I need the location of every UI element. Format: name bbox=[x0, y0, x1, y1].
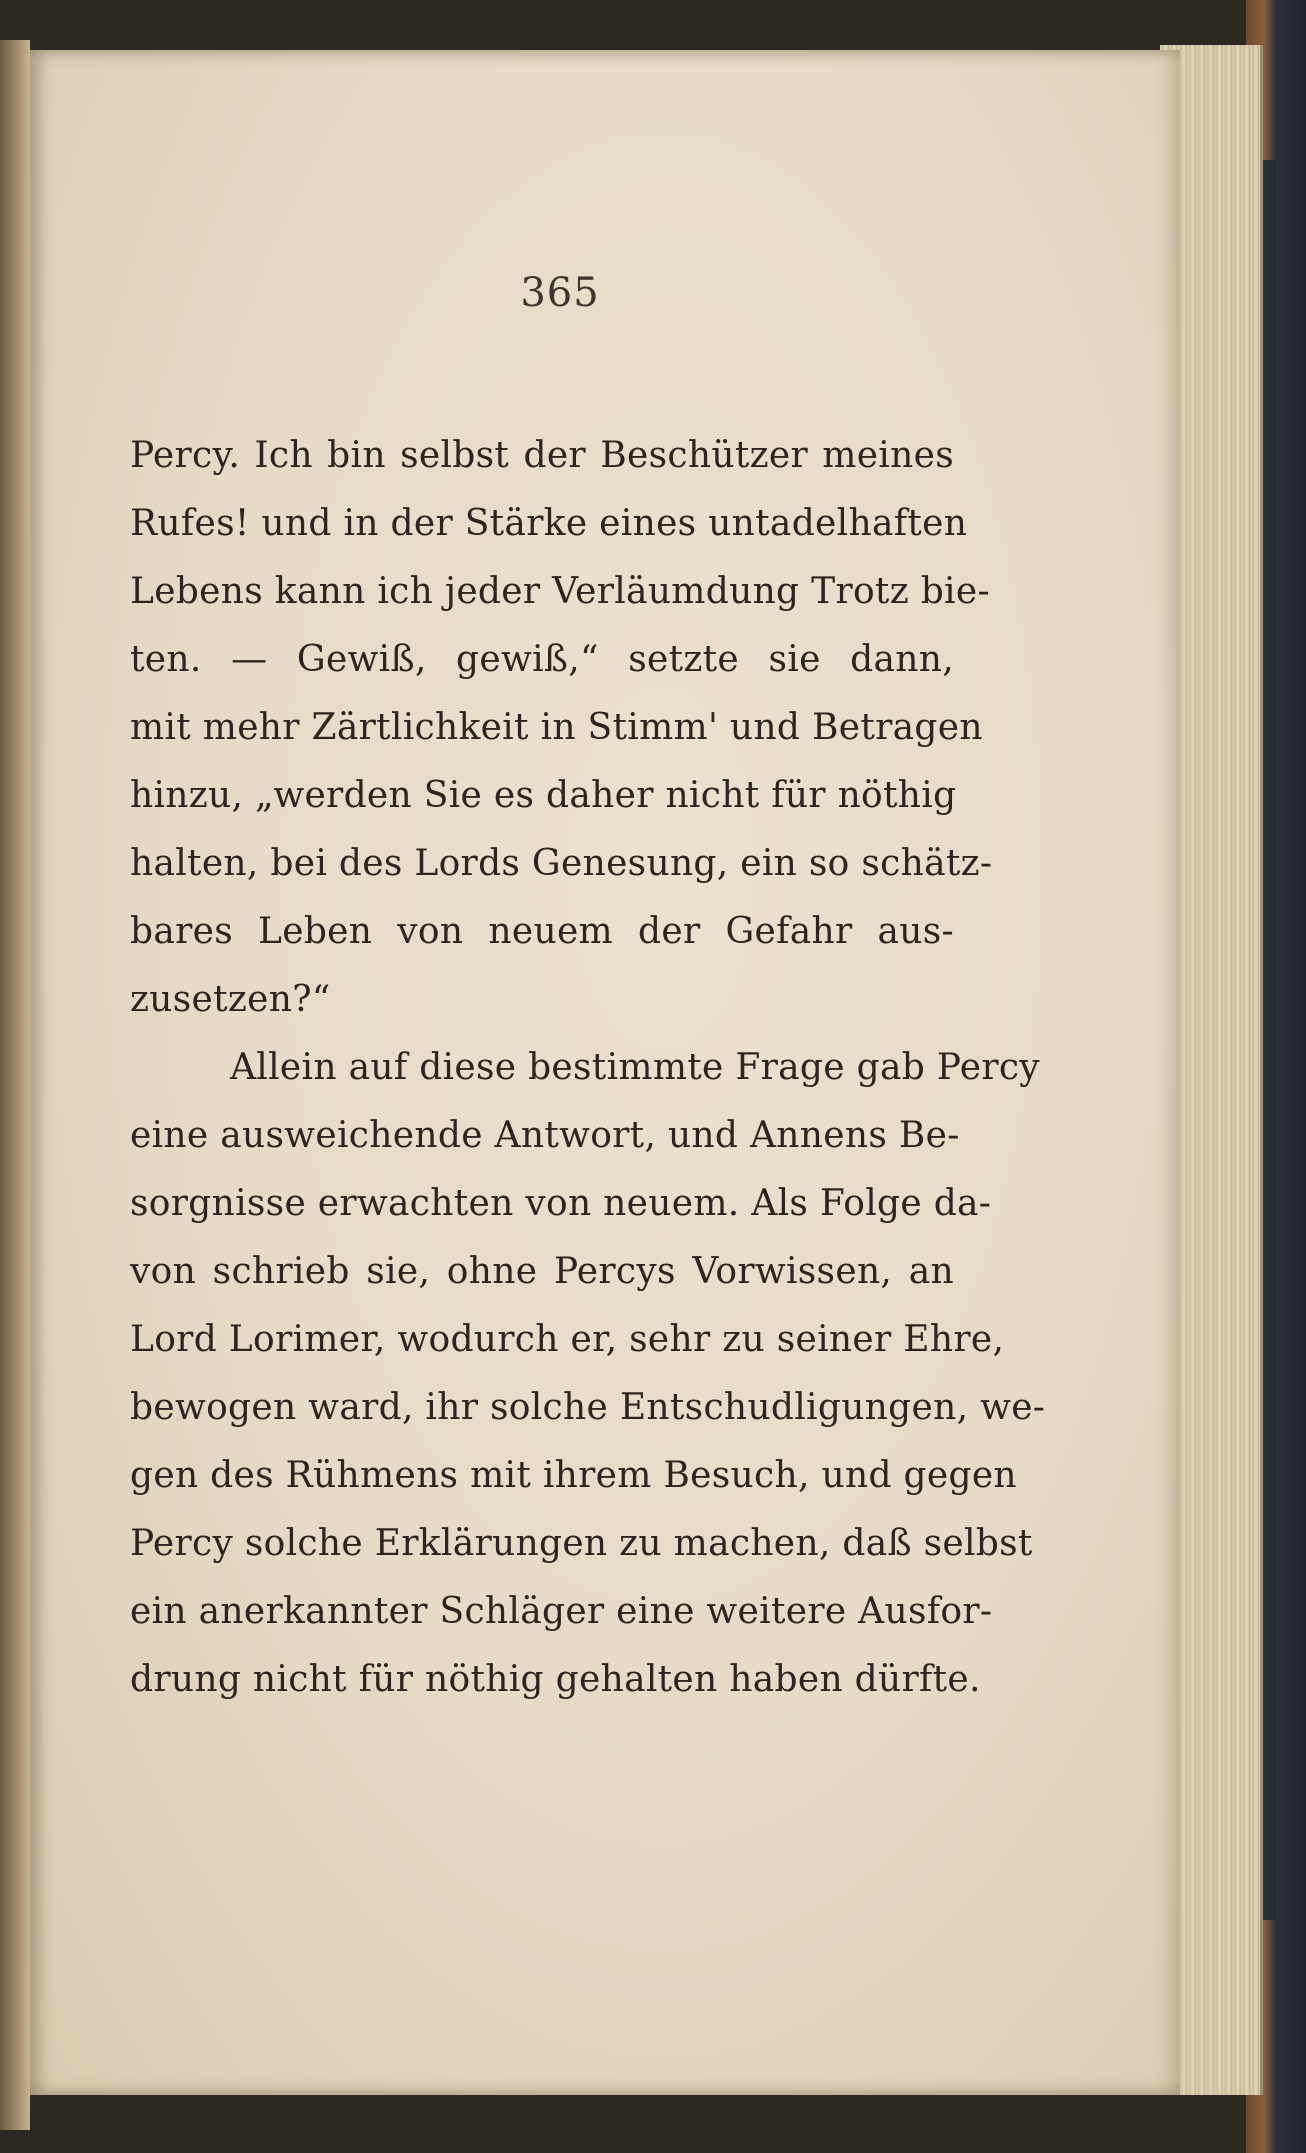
text-line: zusetzen?“ bbox=[130, 979, 331, 1020]
text-line: ein anerkannter Schläger eine weitere Ausfor- bbox=[130, 1591, 993, 1632]
book-page bbox=[30, 50, 1180, 2095]
page-number: 365 bbox=[520, 270, 600, 316]
text-line: Lord Lorimer, wodurch er, sehr zu seiner Ehre, bbox=[130, 1319, 1005, 1360]
text-line: von schrieb sie, ohne Percys Vorwissen, an bbox=[130, 1251, 954, 1292]
book-binding bbox=[0, 40, 30, 2130]
text-line: hinzu, „werden Sie es daher nicht für nöthig bbox=[130, 775, 957, 816]
text-line: eine ausweichende Antwort, und Annens Be- bbox=[130, 1115, 960, 1156]
text-line: halten, bei des Lords Genesung, ein so schätz- bbox=[130, 843, 993, 884]
text-line: bares Leben von neuem der Gefahr aus- bbox=[130, 911, 954, 952]
text-line: Lebens kann ich jeder Verläumdung Trotz bie- bbox=[130, 571, 990, 612]
text-line: gen des Rühmens mit ihrem Besuch, und gegen bbox=[130, 1455, 1017, 1496]
body-text bbox=[130, 422, 1046, 1714]
text-line: Allein auf diese bestimmte Frage gab Percy bbox=[230, 1047, 1040, 1088]
text-line: mit mehr Zärtlichkeit in Stimm' und Betragen bbox=[130, 707, 983, 748]
text-line: sorgnisse erwachten von neuem. Als Folge da- bbox=[130, 1183, 992, 1224]
text-line: drung nicht für nöthig gehalten haben dürfte. bbox=[130, 1659, 981, 1700]
text-line: Rufes! und in der Stärke eines untadelhaften bbox=[130, 503, 968, 544]
text-line: Percy. Ich bin selbst der Beschützer meines bbox=[130, 435, 954, 476]
text-line: Percy solche Erklärungen zu machen, daß selbst bbox=[130, 1523, 1033, 1564]
text-line: bewogen ward, ihr solche Entschudligungen, we- bbox=[130, 1387, 1046, 1428]
text-line: ten. — Gewiß, gewiß,“ setzte sie dann, bbox=[130, 639, 954, 680]
